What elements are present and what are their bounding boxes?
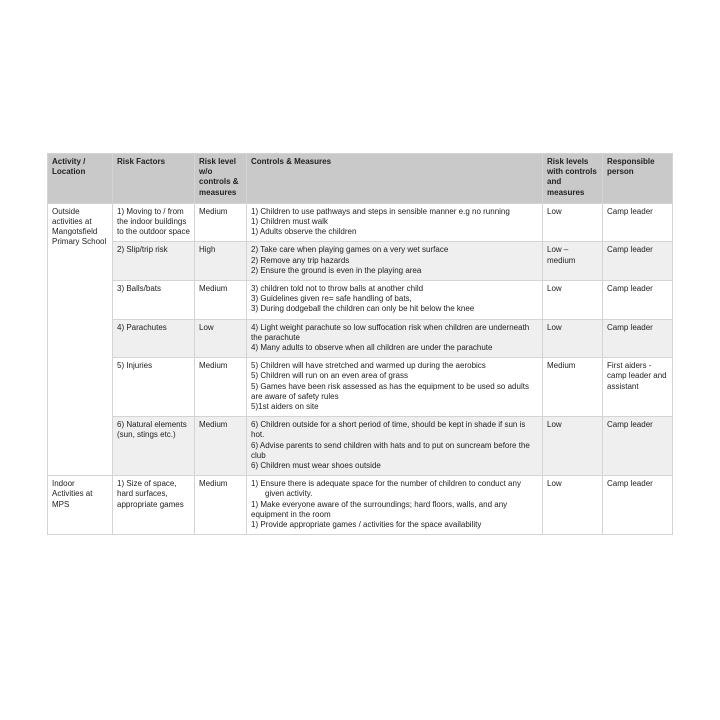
table-row: [48, 203, 673, 242]
risk-factor-cell: 2) Slip/trip risk: [113, 242, 195, 281]
risk-factor-cell: 3) Balls/bats: [113, 281, 195, 320]
risk-level-after-cell: Low: [543, 476, 603, 535]
controls-cell: [247, 203, 543, 242]
header-risk-factors: Risk Factors: [113, 154, 195, 204]
control-line: 4) Light weight parachute so low suffocation risk when children are underneath the parachute: [251, 322, 530, 342]
risk-factor-cell: 1) Moving to / from the indoor buildings to the outdoor space: [113, 203, 195, 242]
risk-factor-cell: 1) Size of space, hard surfaces, appropriate games: [113, 476, 195, 535]
header-row: [48, 154, 673, 204]
control-line: 1) Make everyone aware of the surroundings; hard floors, walls, and any equipment in the room: [251, 499, 508, 519]
risk-level-before-cell: Medium: [195, 417, 247, 476]
controls-cell: [247, 319, 543, 358]
table-row: [48, 417, 673, 476]
control-line: 5) Games have been risk assessed as has the equipment to be used so adults are aware of safety rules: [251, 381, 529, 401]
risk-level-after-cell: Low: [543, 203, 603, 242]
risk-level-after-cell: Low – medium: [543, 242, 603, 281]
control-line: 5)1st aiders on site: [251, 402, 319, 412]
responsible-cell: Camp leader: [603, 319, 673, 358]
control-line: 3) Guidelines given re= safe handling of bats,: [251, 294, 412, 304]
risk-factor-cell: 5) Injuries: [113, 358, 195, 417]
risk-level-after-cell: Low: [543, 281, 603, 320]
control-line: 1) Children to use pathways and steps in sensible manner e.g no running: [251, 206, 510, 216]
controls-cell: [247, 281, 543, 320]
control-line: 6) Advise parents to send children with hats and to put on suncream before the club: [251, 440, 530, 460]
table-row: [48, 242, 673, 281]
control-line: 2) Ensure the ground is even in the playing area: [251, 265, 422, 275]
responsible-cell: Camp leader: [603, 281, 673, 320]
control-line: 1) Provide appropriate games / activities for the space availability: [251, 520, 482, 530]
control-line: 2) Remove any trip hazards: [251, 255, 350, 265]
risk-factor-cell: 6) Natural elements (sun, stings etc.): [113, 417, 195, 476]
risk-level-before-cell: Medium: [195, 281, 247, 320]
header-controls: Controls & Measures: [247, 154, 543, 204]
control-line: 1) Children must walk: [251, 217, 328, 227]
control-line: 3) During dodgeball the children can only be hit below the knee: [251, 304, 475, 314]
controls-cell: [247, 476, 543, 535]
risk-level-before-cell: High: [195, 242, 247, 281]
activity-cell: Outside activities at Mangotsfield Primary School: [48, 203, 113, 475]
header-responsible: Responsible person: [603, 154, 673, 204]
table-row: [48, 281, 673, 320]
control-line: 1) Ensure there is adequate space for the number of children to conduct any given activity.: [251, 479, 521, 499]
controls-cell: [247, 417, 543, 476]
risk-assessment-table: [47, 153, 673, 535]
control-line: 3) children told not to throw balls at another child: [251, 284, 424, 294]
control-line: 1) Adults observe the children: [251, 227, 357, 237]
header-risk-level-after: Risk levels with controls and measures: [543, 154, 603, 204]
header-risk-level-before: Risk level w/o controls & measures: [195, 154, 247, 204]
controls-cell: [247, 358, 543, 417]
risk-level-before-cell: Medium: [195, 203, 247, 242]
controls-cell: [247, 242, 543, 281]
control-line: 5) Children will run on an even area of grass: [251, 371, 408, 381]
control-line: 5) Children will have stretched and warmed up during the aerobics: [251, 361, 486, 371]
table-row: [48, 476, 673, 535]
table-row: [48, 319, 673, 358]
risk-level-after-cell: Low: [543, 319, 603, 358]
responsible-cell: Camp leader: [603, 417, 673, 476]
risk-factor-cell: 4) Parachutes: [113, 319, 195, 358]
responsible-cell: Camp leader: [603, 476, 673, 535]
risk-level-after-cell: Low: [543, 417, 603, 476]
risk-level-before-cell: Low: [195, 319, 247, 358]
activity-cell: Indoor Activities at MPS: [48, 476, 113, 535]
risk-level-after-cell: Medium: [543, 358, 603, 417]
risk-level-before-cell: Medium: [195, 358, 247, 417]
control-line: 2) Take care when playing games on a very wet surface: [251, 245, 449, 255]
responsible-cell: First aiders - camp leader and assistant: [603, 358, 673, 417]
responsible-cell: Camp leader: [603, 203, 673, 242]
control-line: 6) Children must wear shoes outside: [251, 461, 381, 471]
risk-level-before-cell: Medium: [195, 476, 247, 535]
responsible-cell: Camp leader: [603, 242, 673, 281]
header-activity: Activity / Location: [48, 154, 113, 204]
control-line: 6) Children outside for a short period of time, should be kept in shade if sun is hot.: [251, 420, 526, 440]
control-line: 4) Many adults to observe when all children are under the parachute: [251, 343, 493, 353]
table-row: [48, 358, 673, 417]
